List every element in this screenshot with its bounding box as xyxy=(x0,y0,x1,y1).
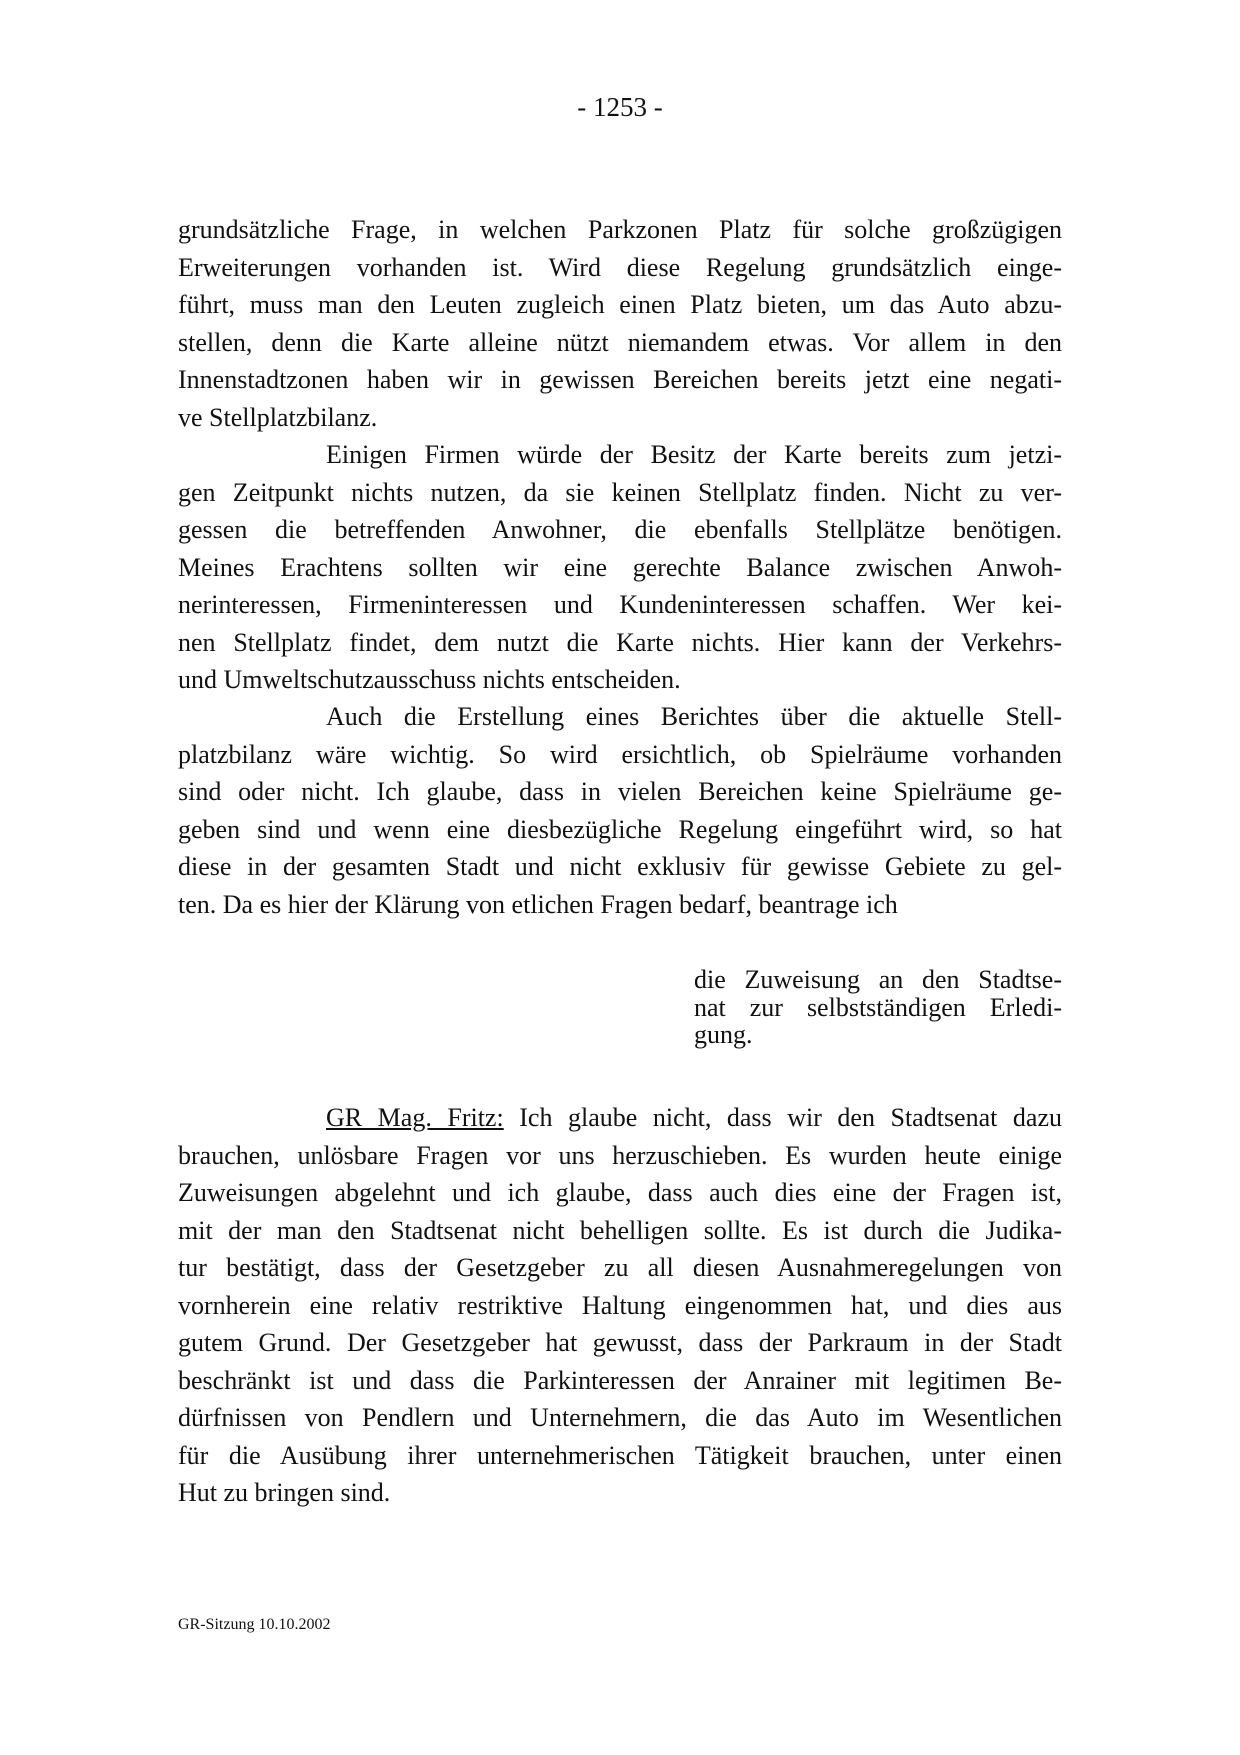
text-line: vornherein eine relativ restriktive Haltung eingenommen hat, und dies aus xyxy=(178,1290,1062,1320)
text-line: und Umweltschutzausschuss nichts entscheiden. xyxy=(178,665,681,694)
paragraph-4 xyxy=(178,1099,1062,1512)
text-line: nat zur selbstständigen Erledi- xyxy=(694,992,1062,1022)
page-number: - 1253 - xyxy=(577,92,663,122)
text-line: tur bestätigt, dass der Gesetzgeber zu all diesen Ausnahmeregelungen von xyxy=(178,1253,1062,1282)
text-line: Innenstadtzonen haben wir in gewissen Bereichen bereits jetzt eine negati- xyxy=(178,365,1062,394)
text-line: nen Stellplatz findet, dem nutzt die Karte nichts. Hier kann der Verkehrs- xyxy=(178,627,1062,657)
text-line: Erweiterungen vorhanden ist. Wird diese Regelung grundsätzlich einge- xyxy=(178,252,1062,282)
text-line: platzbilanz wäre wichtig. So wird ersichtlich, ob Spielräume vorhanden xyxy=(178,739,1062,769)
text-line: gessen die betreffenden Anwohner, die ebenfalls Stellplätze benötigen. xyxy=(178,515,1062,544)
paragraph-1 xyxy=(178,211,1062,436)
text-line: gung. xyxy=(694,1020,753,1049)
text-line: ve Stellplatzbilanz. xyxy=(178,402,378,432)
text-line: die Zuweisung an den Stadtse- xyxy=(694,965,1062,994)
motion-request xyxy=(694,966,1062,1049)
text-line: führt, muss man den Leuten zugleich einen Platz bieten, um das Auto abzu- xyxy=(178,290,1062,319)
text-line: für die Ausübung ihrer unternehmerischen Tätigkeit brauchen, unter einen xyxy=(178,1440,1062,1470)
text-line: nerinteressen, Firmeninteressen und Kundeninteressen schaffen. Wer kei- xyxy=(178,590,1062,619)
paragraph-2 xyxy=(178,436,1062,699)
text-line: grundsätzliche Frage, in welchen Parkzonen Platz für solche großzügigen xyxy=(178,215,1062,244)
text-line: brauchen, unlösbare Fragen vor uns herzuschieben. Es wurden heute einige xyxy=(178,1140,1062,1170)
paragraph-3 xyxy=(178,698,1062,923)
speaker-name: GR Mag. Fritz: xyxy=(326,1103,504,1132)
text-line: Einigen Firmen würde der Besitz der Karte bereits zum jetzi- xyxy=(326,440,1062,469)
footer-session-date: GR-Sitzung 10.10.2002 xyxy=(178,1616,331,1633)
text-line: gutem Grund. Der Gesetzgeber hat gewusst, dass der Parkraum in der Stadt xyxy=(178,1328,1062,1357)
text-line: Auch die Erstellung eines Berichtes über die aktuelle Stell- xyxy=(326,702,1062,731)
text-line: sind oder nicht. Ich glaube, dass in vielen Bereichen keine Spielräume ge- xyxy=(178,777,1062,806)
text-line: geben sind und wenn eine diesbezügliche Regelung eingeführt wird, so hat xyxy=(178,814,1062,844)
text-line: gen Zeitpunkt nichts nutzen, da sie keinen Stellplatz finden. Nicht zu ver- xyxy=(178,477,1062,507)
text-line: Zuweisungen abgelehnt und ich glaube, dass auch dies eine der Fragen ist, xyxy=(178,1178,1062,1207)
text-line: mit der man den Stadtsenat nicht behelligen sollte. Es ist durch die Judika- xyxy=(178,1215,1062,1245)
text-line xyxy=(178,1099,1062,1137)
text-line: Meines Erachtens sollten wir eine gerechte Balance zwischen Anwoh- xyxy=(178,552,1062,582)
speech-text: Ich glaube nicht, dass wir den Stadtsenat dazu xyxy=(503,1103,1062,1132)
text-line: ten. Da es hier der Klärung von etlichen Fragen bedarf, beantrage ich xyxy=(178,889,898,919)
text-line: beschränkt ist und dass die Parkinteressen der Anrainer mit legitimen Be- xyxy=(178,1365,1062,1395)
text-line: dürfnissen von Pendlern und Unternehmern, die das Auto im Wesentlichen xyxy=(178,1403,1062,1432)
text-line: Hut zu bringen sind. xyxy=(178,1478,391,1507)
text-line: stellen, denn die Karte alleine nützt niemandem etwas. Vor allem in den xyxy=(178,327,1062,357)
text-line: diese in der gesamten Stadt und nicht exklusiv für gewisse Gebiete zu gel- xyxy=(178,852,1062,881)
